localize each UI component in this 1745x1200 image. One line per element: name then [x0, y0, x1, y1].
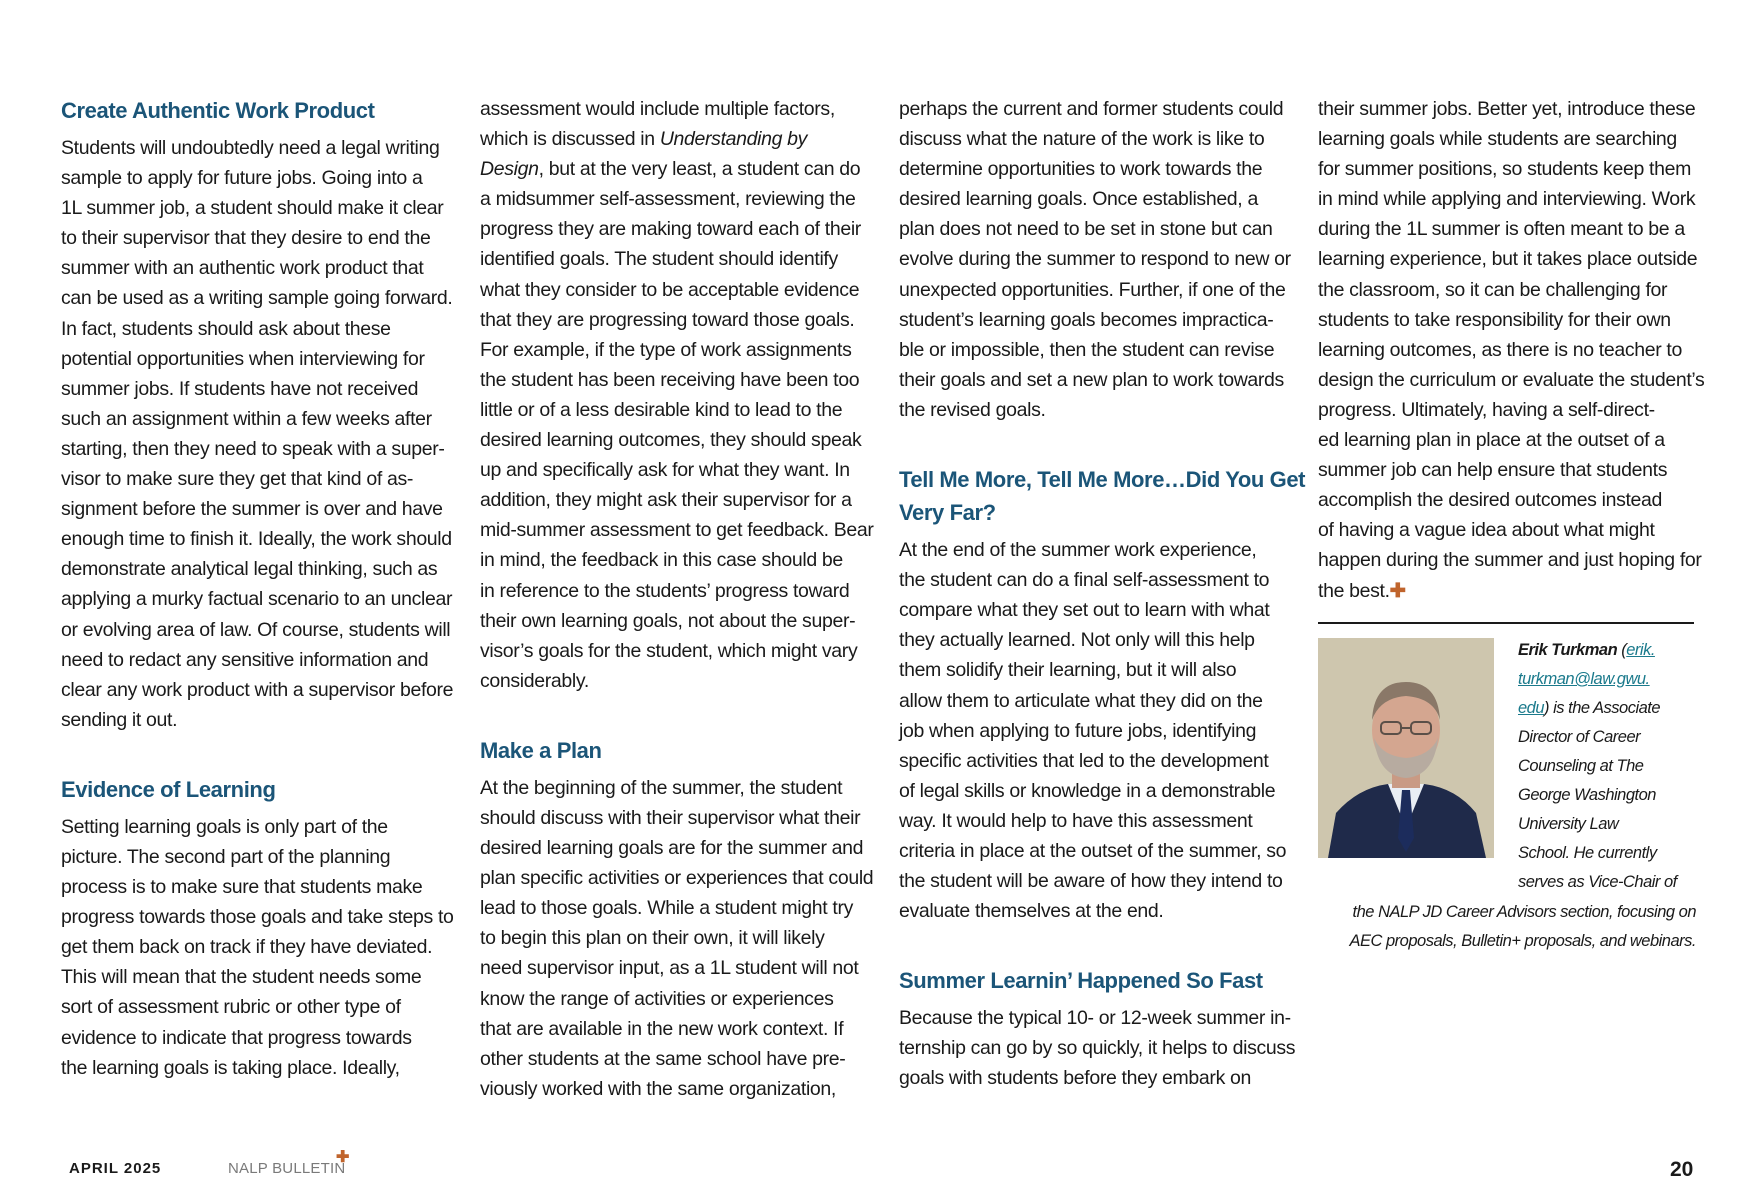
text-line: other students at the same school have pre-	[480, 1047, 846, 1070]
text-line: sort of assessment rubric or other type of	[61, 996, 401, 1019]
page-number: 20	[1670, 1158, 1694, 1181]
text-line: their summer jobs. Better yet, introduce these	[1318, 98, 1696, 120]
heading-create-authentic-work-product: Create Authentic Work Product	[61, 98, 375, 123]
text-line: compare what they set out to learn with what	[899, 599, 1270, 622]
paragraph-summer-internship	[899, 1003, 1296, 1093]
paragraph-evidence	[61, 812, 454, 1083]
text-line: starting, then they need to speak with a super-	[61, 437, 445, 460]
text-line: Erik Turkman (erik.	[1518, 641, 1655, 659]
text-line: to begin this plan on their own, it will likely	[480, 927, 825, 950]
divider	[1318, 622, 1694, 624]
text-line: their goals and set a new plan to work towards	[899, 368, 1284, 391]
text-line: desired learning outcomes, they should speak	[480, 429, 862, 452]
column-1	[61, 94, 454, 1083]
column-4	[1318, 94, 1705, 606]
text-line: learning experience, but it takes place outside	[1318, 248, 1698, 271]
text-line: such an assignment within a few weeks after	[61, 407, 432, 430]
text-line: progress they are making toward each of their	[480, 218, 861, 241]
author-name: Erik Turkman	[1518, 641, 1618, 659]
text-line: what they consider to be acceptable evidence	[480, 278, 860, 301]
text-line: little or of a less desirable kind to lead to the	[480, 398, 843, 421]
text-line: can be used as a writing sample going forward.	[61, 287, 453, 310]
text-line: in mind while applying and interviewing. Work	[1318, 188, 1696, 211]
text-line: viously worked with the same organization,	[480, 1077, 836, 1100]
text-line: signment before the summer is over and have	[61, 498, 443, 521]
text-line: the revised goals.	[899, 398, 1046, 421]
text-line: the student will be aware of how they intend to	[899, 870, 1283, 893]
text-line: sending it out.	[61, 708, 178, 731]
text-line: evolve during the summer to respond to new or	[899, 248, 1291, 271]
text-line: know the range of activities or experiences	[480, 987, 834, 1010]
heading-tell-me-more: Tell Me More, Tell Me More…Did You Get	[899, 467, 1306, 493]
text-line: the classroom, so it can be challenging for	[1318, 278, 1668, 301]
text-line: George Washington	[1518, 786, 1656, 804]
text-line: ed learning plan in place at the outset of a	[1318, 429, 1665, 452]
text-line: clear any work product with a supervisor before	[61, 678, 454, 701]
text-line: the student can do a final self-assessment to	[899, 569, 1270, 592]
text-line: considerably.	[480, 669, 589, 692]
text-line: In fact, students should ask about these	[61, 317, 391, 340]
text-line: School. He currently	[1518, 844, 1657, 862]
text-line: student’s learning goals becomes impractica-	[899, 308, 1274, 331]
paragraph-make-a-plan	[480, 773, 874, 1104]
text-line: unexpected opportunities. Further, if one of the	[899, 278, 1286, 301]
text-line: learning outcomes, as there is no teacher to	[1318, 338, 1682, 361]
text-line: summer with an authentic work product that	[61, 257, 424, 280]
text-line: addition, they might ask their supervisor for a	[480, 489, 852, 512]
end-mark-icon: ✚	[1389, 579, 1406, 602]
text-line: of legal skills or knowledge in a demonstrable	[899, 779, 1276, 802]
text-line: get them back on track if they have deviated.	[61, 936, 433, 959]
text-line: potential opportunities when interviewing for	[61, 347, 425, 370]
text-line: Design, but at the very least, a student can do	[480, 158, 861, 181]
text-line: students to take responsibility for their own	[1318, 308, 1671, 331]
text-line: learning goals while students are searching	[1318, 128, 1677, 151]
author-email-link[interactable]: edu	[1518, 699, 1545, 717]
text-line: desired learning goals are for the summer and	[480, 837, 864, 860]
author-email-link[interactable]: turkman@law.gwu.	[1518, 670, 1650, 688]
text-line: their own learning goals, not about the super-	[480, 609, 856, 632]
text-line: the best.✚	[1318, 579, 1406, 602]
text-line: lead to those goals. While a student might try	[480, 897, 854, 920]
text-line: progress towards those goals and take steps to	[61, 906, 454, 929]
text-line: accomplish the desired outcomes instead	[1318, 489, 1663, 512]
text-line: identified goals. The student should identify	[480, 248, 838, 271]
text-line: that they are progressing toward those goals.	[480, 308, 855, 331]
paragraph-self-assessment	[899, 535, 1287, 926]
text-line: Setting learning goals is only part of the	[61, 815, 388, 838]
text-line: summer jobs. If students have not received	[61, 377, 419, 400]
text-line: evidence to indicate that progress towards	[61, 1026, 412, 1049]
heading-evidence-of-learning: Evidence of Learning	[61, 776, 276, 802]
text-line: to their supervisor that they desire to end the	[61, 227, 431, 250]
text-line: applying a murky factual scenario to an unclear	[61, 588, 453, 611]
text-line: they actually learned. Not only will this help	[899, 629, 1255, 652]
text-line: For example, if the type of work assignments	[480, 338, 852, 361]
text-line: visor to make sure they get that kind of as-	[61, 468, 414, 491]
text-line: allow them to articulate what they did on the	[899, 689, 1263, 712]
text-line: Students will undoubtedly need a legal writing	[61, 137, 440, 159]
column-2	[480, 94, 874, 1104]
text-line: picture. The second part of the planning	[61, 845, 391, 868]
author-photo	[1318, 638, 1494, 858]
text-line: during the 1L summer is often meant to be a	[1318, 218, 1685, 241]
text-line: goals with students before they embark on	[899, 1067, 1252, 1090]
text-line: plan does not need to be set in stone but can	[899, 218, 1273, 241]
text-line: need supervisor input, as a 1L student will not	[480, 957, 859, 980]
text-line	[1518, 665, 1696, 694]
text-line: This will mean that the student needs some	[61, 966, 422, 989]
text-line: AEC proposals, Bulletin+ proposals, and webinars.	[1349, 932, 1696, 950]
text-line: progress. Ultimately, having a self-direct-	[1318, 398, 1655, 421]
text-line: Because the typical 10- or 12-week summer in-	[899, 1007, 1291, 1030]
text-line: edu) is the Associate	[1518, 699, 1661, 717]
text-line: or evolving area of law. Of course, students will	[61, 618, 451, 641]
text-line: serves as Vice-Chair of	[1518, 873, 1677, 891]
author-bio	[1518, 636, 1696, 897]
heading-tell-me-more-cont: Very Far?	[899, 500, 996, 526]
text-line: University Law	[1518, 815, 1619, 833]
text-line: the learning goals is taking place. Ideally,	[61, 1056, 400, 1079]
text-line: them solidify their learning, but it will also	[899, 659, 1237, 682]
text-line: mid-summer assessment to get feedback. Bear	[480, 519, 874, 542]
text-line: Counseling at The	[1518, 757, 1644, 775]
text-line: At the end of the summer work experience,	[899, 539, 1257, 562]
plus-icon: ✚	[336, 1149, 350, 1166]
text-line: plan specific activities or experiences that could	[480, 867, 874, 890]
paragraph-work-product	[61, 133, 454, 735]
text-line: in reference to the students’ progress toward	[480, 579, 850, 602]
text-line: specific activities that led to the development	[899, 749, 1269, 772]
text-line: job when applying to future jobs, identifying	[899, 719, 1257, 742]
text-line: happen during the summer and just hoping for	[1318, 549, 1702, 572]
text-line: summer job can help ensure that students	[1318, 459, 1668, 482]
text-line: a midsummer self-assessment, reviewing the	[480, 188, 856, 211]
publication-name: NALP BULLETIN	[228, 1160, 346, 1177]
text-line: the student has been receiving have been too	[480, 368, 860, 391]
text-line: design the curriculum or evaluate the student’s	[1318, 368, 1705, 391]
text-line: process is to make sure that students make	[61, 876, 423, 899]
text-line: Director of Career	[1518, 728, 1641, 746]
text-line: At the beginning of the summer, the student	[480, 776, 843, 799]
text-line: way. It would help to have this assessment	[899, 809, 1253, 832]
paragraph-opportunities	[899, 94, 1291, 425]
issue-date: APRIL 2025	[69, 1160, 162, 1177]
column-3	[899, 94, 1306, 1094]
text-line: in mind, the feedback in this case should be	[480, 549, 843, 572]
heading-make-a-plan: Make a Plan	[480, 737, 602, 763]
text-line: up and specifically ask for what they want. In	[480, 459, 850, 482]
text-line: visor’s goals for the student, which might vary	[480, 639, 858, 662]
text-line: perhaps the current and former students could	[899, 98, 1284, 120]
author-email-link[interactable]: erik.	[1626, 641, 1655, 659]
text-line: ternship can go by so quickly, it helps to discuss	[899, 1037, 1296, 1060]
text-line: desired learning goals. Once established, a	[899, 188, 1258, 211]
text-line: the NALP JD Career Advisors section, focusing on	[1352, 903, 1696, 921]
text-line: need to redact any sensitive information and	[61, 648, 429, 671]
author-bio-continued	[1318, 898, 1696, 956]
text-line: assessment would include multiple factors,	[480, 98, 835, 120]
paragraph-assessment	[480, 184, 874, 696]
text-line: demonstrate analytical legal thinking, such as	[61, 558, 438, 581]
text-line: of having a vague idea about what might	[1318, 519, 1655, 542]
text-line: discuss what the nature of the work is like to	[899, 128, 1265, 151]
text-line: that are available in the new work context. If	[480, 1017, 844, 1040]
text-line: evaluate themselves at the end.	[899, 900, 1164, 923]
text-line: should discuss with their supervisor what their	[480, 806, 861, 829]
text-line: criteria in place at the outset of the summer, so	[899, 839, 1287, 862]
heading-summer-learnin: Summer Learnin’ Happened So Fast	[899, 968, 1263, 994]
text-line: ble or impossible, then the student can revise	[899, 338, 1275, 361]
text-line: for summer positions, so students keep them	[1318, 158, 1691, 181]
text-line: sample to apply for future jobs. Going into a	[61, 167, 423, 190]
text-line: enough time to finish it. Ideally, the work should	[61, 528, 452, 551]
paragraph-learning-plan	[1318, 94, 1705, 576]
text-line: which is discussed in Understanding by	[480, 128, 808, 151]
text-line: 1L summer job, a student should make it clear	[61, 197, 444, 220]
text-line: determine opportunities to work towards the	[899, 158, 1263, 181]
